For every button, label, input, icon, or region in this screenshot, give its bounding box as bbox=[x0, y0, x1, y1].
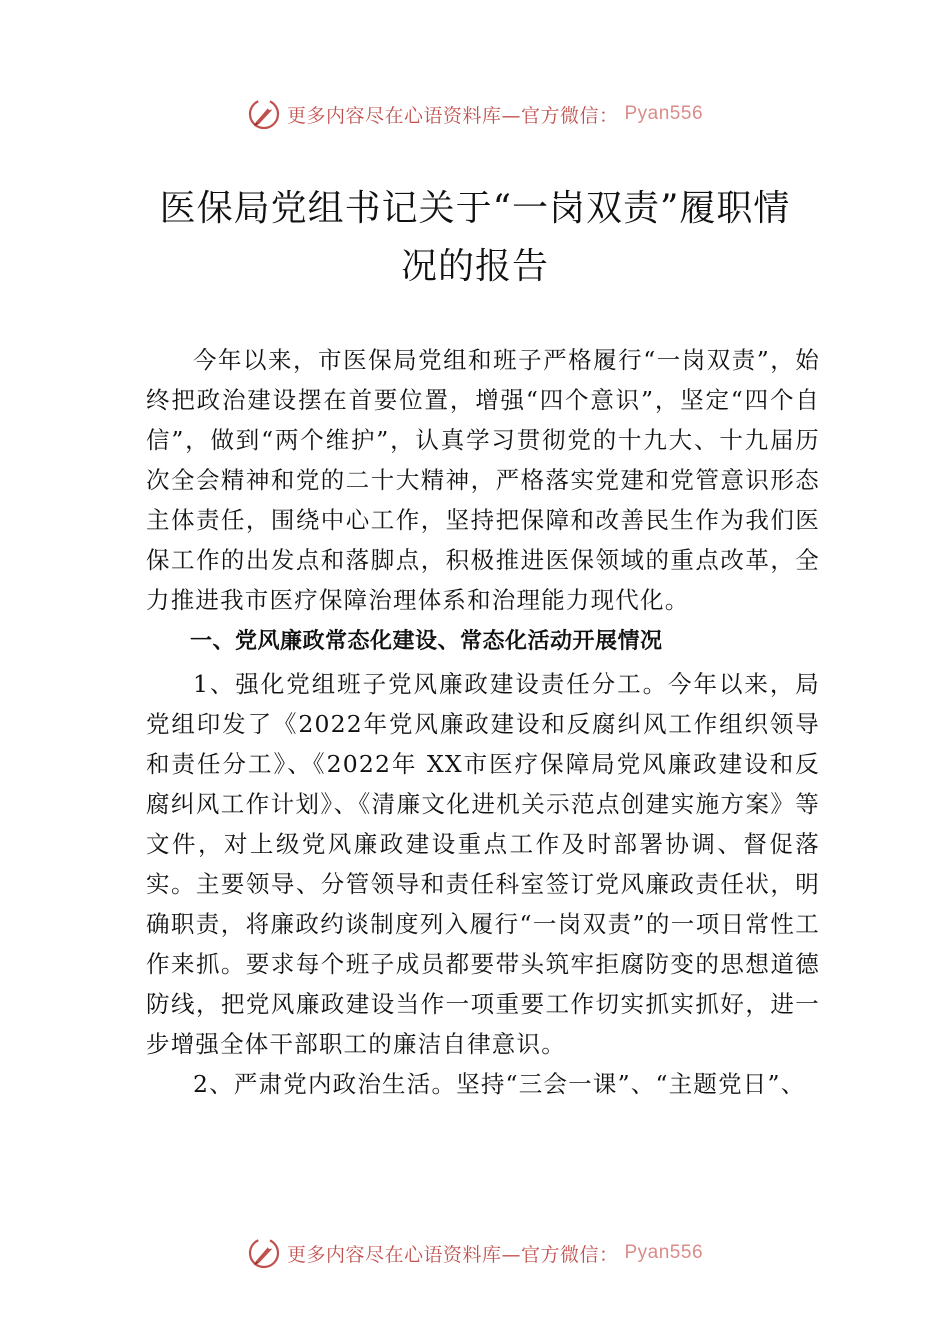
header-watermark bbox=[0, 94, 950, 134]
intro-paragraph: 今年以来，市医保局党组和班子严格履行“一岗双责”，始终把政治建设摆在首要位置，增强“四个意识”，坚定“四个自信”，做到“两个维护”，认真学习贯彻党的十九大、十九届历次全会精神和党的二十大精神，严格落实党建和党管意识形态主体责任，围绕中心工作，坚持把保障和改善民生作为我们医保工作的出发点和落脚点，积极推进医保领域的重点改革，全力推进我市医疗保障治理体系和治理能力现代化。 bbox=[146, 346, 820, 614]
watermark-wechat-id: Pyan556 bbox=[624, 103, 704, 124]
section-heading-1: 一、党风廉政常态化建设、常态化活动开展情况 bbox=[190, 629, 663, 654]
document-title-line-1: 医保局党组书记关于“一岗双责”履职情 bbox=[159, 188, 791, 229]
pen-logo-icon bbox=[247, 97, 281, 131]
watermark-text: 更多内容尽在心语资料库—官方微信： bbox=[286, 1243, 619, 1266]
item-2-paragraph: 2、严肃党内政治生活。坚持“三会一课”、“主题党日”、 bbox=[193, 1070, 806, 1098]
document-body bbox=[146, 340, 820, 1104]
watermark-text: 更多内容尽在心语资料库—官方微信： bbox=[286, 104, 619, 127]
item-1-paragraph: 1、强化党组班子党风廉政建设责任分工。今年以来，局党组印发了《2022年党风廉政建设和反腐纠风工作组织领导和责任分工》、《2022年 XX市医疗保障局党风廉政建设和反腐纠风工作计划》、《清廉文化进机关示范点创建实施方案》等文件，对上级党风廉政建设重点工作及时部署协调、督促落实。主要领导、分管领导和责任科室签订党风廉政责任状，明确职责，将廉政约谈制度列入履行“一岗双责”的一项日常性工作来抓。要求每个班子成员都要带头筑牢拒腐防变的思想道德防线，把党风廉政建设当作一项重要工作切实抓实抓好，进一步增强全体干部职工的廉洁自律意识。 bbox=[146, 670, 820, 1058]
footer-watermark bbox=[0, 1233, 950, 1273]
watermark-wechat-id: Pyan556 bbox=[624, 1242, 704, 1263]
pen-logo-icon bbox=[247, 1236, 281, 1270]
document-title-line-2: 况的报告 bbox=[400, 246, 549, 287]
